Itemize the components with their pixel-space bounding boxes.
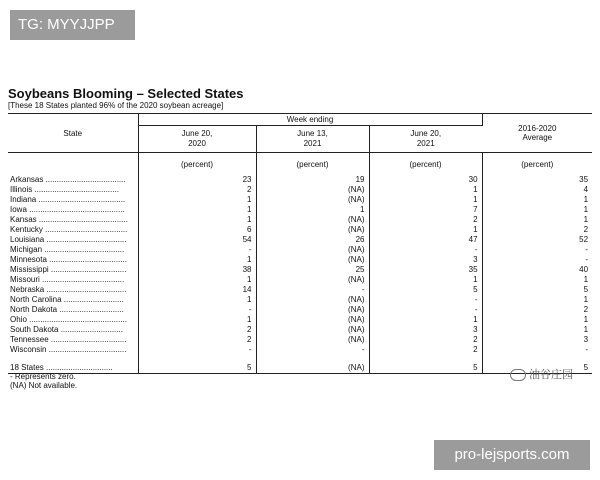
state-name: Iowa ........................................... xyxy=(8,205,138,215)
state-name: Nebraska .................................... xyxy=(8,285,138,295)
value-cell: 30 xyxy=(369,175,482,185)
value-cell: 1 xyxy=(583,195,589,204)
value-cell: 26 xyxy=(256,235,369,245)
table-row xyxy=(8,195,592,205)
table-subtitle: [These 18 States planted 96% of the 2020 soybean acreage] xyxy=(8,101,224,110)
value-cell: - xyxy=(138,345,256,355)
state-name: Mississippi .................................. xyxy=(8,265,138,275)
value-cell: 2 xyxy=(369,335,482,345)
value-cell: - xyxy=(138,305,256,315)
value-cell: (NA) xyxy=(256,225,369,235)
total-label: 18 States .............................. xyxy=(8,363,138,374)
value-cell: - xyxy=(138,245,256,255)
value-cell: 2 xyxy=(369,215,482,225)
value-cell: 1 xyxy=(138,215,256,225)
state-name: Kentucky ..................................... xyxy=(8,225,138,235)
value-cell: - xyxy=(585,245,589,254)
state-name: Missouri ..................................... xyxy=(8,275,138,285)
value-cell: 25 xyxy=(256,265,369,275)
value-cell: 6 xyxy=(138,225,256,235)
value-cell: - xyxy=(256,345,369,355)
watermark-tag: TG: MYYJJPP xyxy=(10,10,135,40)
value-cell: 3 xyxy=(583,335,589,344)
value-cell: 7 xyxy=(369,205,482,215)
value-cell: 38 xyxy=(138,265,256,275)
value-cell: 23 xyxy=(138,175,256,185)
table-row xyxy=(8,225,592,235)
value-cell: 2 xyxy=(583,305,589,314)
footnote-na: (NA) Not available. xyxy=(10,381,78,390)
value-cell: 5 xyxy=(369,285,482,295)
value-cell: 2 xyxy=(583,225,589,234)
total-value-cell: 5 xyxy=(482,363,592,374)
value-cell: - xyxy=(256,285,369,295)
value-cell: - xyxy=(369,305,482,315)
value-cell: 2 xyxy=(138,185,256,195)
table-row xyxy=(8,215,592,225)
value-cell: (NA) xyxy=(256,315,369,325)
value-cell: - xyxy=(369,245,482,255)
state-name: Ohio ............................................ xyxy=(8,315,138,325)
value-cell: (NA) xyxy=(256,185,369,195)
value-cell: 2 xyxy=(138,335,256,345)
value-cell: 1 xyxy=(138,205,256,215)
table-row xyxy=(8,265,592,275)
value-cell: 1 xyxy=(369,185,482,195)
state-header: State xyxy=(8,114,138,153)
value-cell: (NA) xyxy=(256,245,369,255)
value-cell: - xyxy=(585,345,589,354)
footnote-zero: - Represents zero. xyxy=(10,372,76,381)
units-row: (percent) (percent) (percent) (percent) xyxy=(8,153,592,176)
value-cell: 2 xyxy=(369,345,482,355)
table-row xyxy=(8,205,592,215)
value-cell: 1 xyxy=(138,275,256,285)
table-row xyxy=(8,235,592,245)
col-june20-2021-header: June 20, 2021 xyxy=(369,126,482,153)
table-row xyxy=(8,325,592,335)
value-cell: 1 xyxy=(138,255,256,265)
value-cell: 40 xyxy=(579,265,589,274)
value-cell: (NA) xyxy=(256,335,369,345)
value-cell: 5 xyxy=(583,285,589,294)
total-value-cell: (NA) xyxy=(256,363,369,374)
wechat-icon xyxy=(510,369,526,381)
value-cell: 1 xyxy=(583,215,589,224)
value-cell: 1 xyxy=(138,195,256,205)
table-row xyxy=(8,185,592,195)
state-name: Kansas ........................................ xyxy=(8,215,138,225)
table-row xyxy=(8,335,592,345)
value-cell: 1 xyxy=(583,275,589,284)
value-cell: 1 xyxy=(369,315,482,325)
state-name: Illinois ...................................... xyxy=(8,185,138,195)
state-name: North Carolina ........................... xyxy=(8,295,138,305)
table-row xyxy=(8,345,592,355)
value-cell: 19 xyxy=(256,175,369,185)
table-title: Soybeans Blooming – Selected States xyxy=(8,86,244,101)
value-cell: (NA) xyxy=(256,215,369,225)
state-name: Arkansas .................................... xyxy=(8,175,138,185)
table-row xyxy=(8,275,592,285)
value-cell: 1 xyxy=(369,275,482,285)
state-name: North Dakota ............................. xyxy=(8,305,138,315)
table-row xyxy=(8,285,592,295)
value-cell: 1 xyxy=(583,325,589,334)
blooming-table xyxy=(8,113,592,374)
value-cell: - xyxy=(369,295,482,305)
state-name: Minnesota ................................... xyxy=(8,255,138,265)
value-cell: - xyxy=(585,255,589,264)
week-ending-header: Week ending xyxy=(138,114,482,126)
total-value-cell: 5 xyxy=(369,363,482,374)
total-value-cell: 5 xyxy=(138,363,256,374)
value-cell: (NA) xyxy=(256,325,369,335)
table-row xyxy=(8,245,592,255)
average-header: 2016-2020 Average xyxy=(482,114,592,153)
wechat-watermark: 油谷庄园 xyxy=(510,366,573,382)
value-cell: (NA) xyxy=(256,275,369,285)
total-row xyxy=(8,363,592,374)
value-cell: 1 xyxy=(583,205,589,214)
value-cell: 52 xyxy=(579,235,589,244)
table-row xyxy=(8,255,592,265)
state-name: Tennessee .................................. xyxy=(8,335,138,345)
col-june20-2020-header: June 20, 2020 xyxy=(138,126,256,153)
value-cell: 1 xyxy=(138,315,256,325)
col-june13-2021-header: June 13, 2021 xyxy=(256,126,369,153)
state-name: Indiana ....................................... xyxy=(8,195,138,205)
value-cell: 35 xyxy=(579,175,589,184)
site-watermark: pro-lejsports.com xyxy=(434,440,590,470)
value-cell: 2 xyxy=(138,325,256,335)
state-name: Louisiana .................................... xyxy=(8,235,138,245)
value-cell: 1 xyxy=(369,195,482,205)
value-cell: (NA) xyxy=(256,305,369,315)
state-name: South Dakota ............................ xyxy=(8,325,138,335)
value-cell: 14 xyxy=(138,285,256,295)
value-cell: 47 xyxy=(369,235,482,245)
state-name: Michigan .................................... xyxy=(8,245,138,255)
value-cell: 1 xyxy=(138,295,256,305)
value-cell: 3 xyxy=(369,325,482,335)
value-cell: 1 xyxy=(583,315,589,324)
value-cell: 54 xyxy=(138,235,256,245)
value-cell: (NA) xyxy=(256,295,369,305)
value-cell: 4 xyxy=(583,185,589,194)
value-cell: (NA) xyxy=(256,255,369,265)
table-row xyxy=(8,175,592,185)
value-cell: 1 xyxy=(256,205,369,215)
table-row xyxy=(8,295,592,305)
value-cell: 1 xyxy=(369,225,482,235)
table-row xyxy=(8,305,592,315)
value-cell: 3 xyxy=(369,255,482,265)
state-name: Wisconsin ................................... xyxy=(8,345,138,355)
value-cell: 1 xyxy=(583,295,589,304)
value-cell: (NA) xyxy=(256,195,369,205)
value-cell: 35 xyxy=(369,265,482,275)
table-row xyxy=(8,315,592,325)
